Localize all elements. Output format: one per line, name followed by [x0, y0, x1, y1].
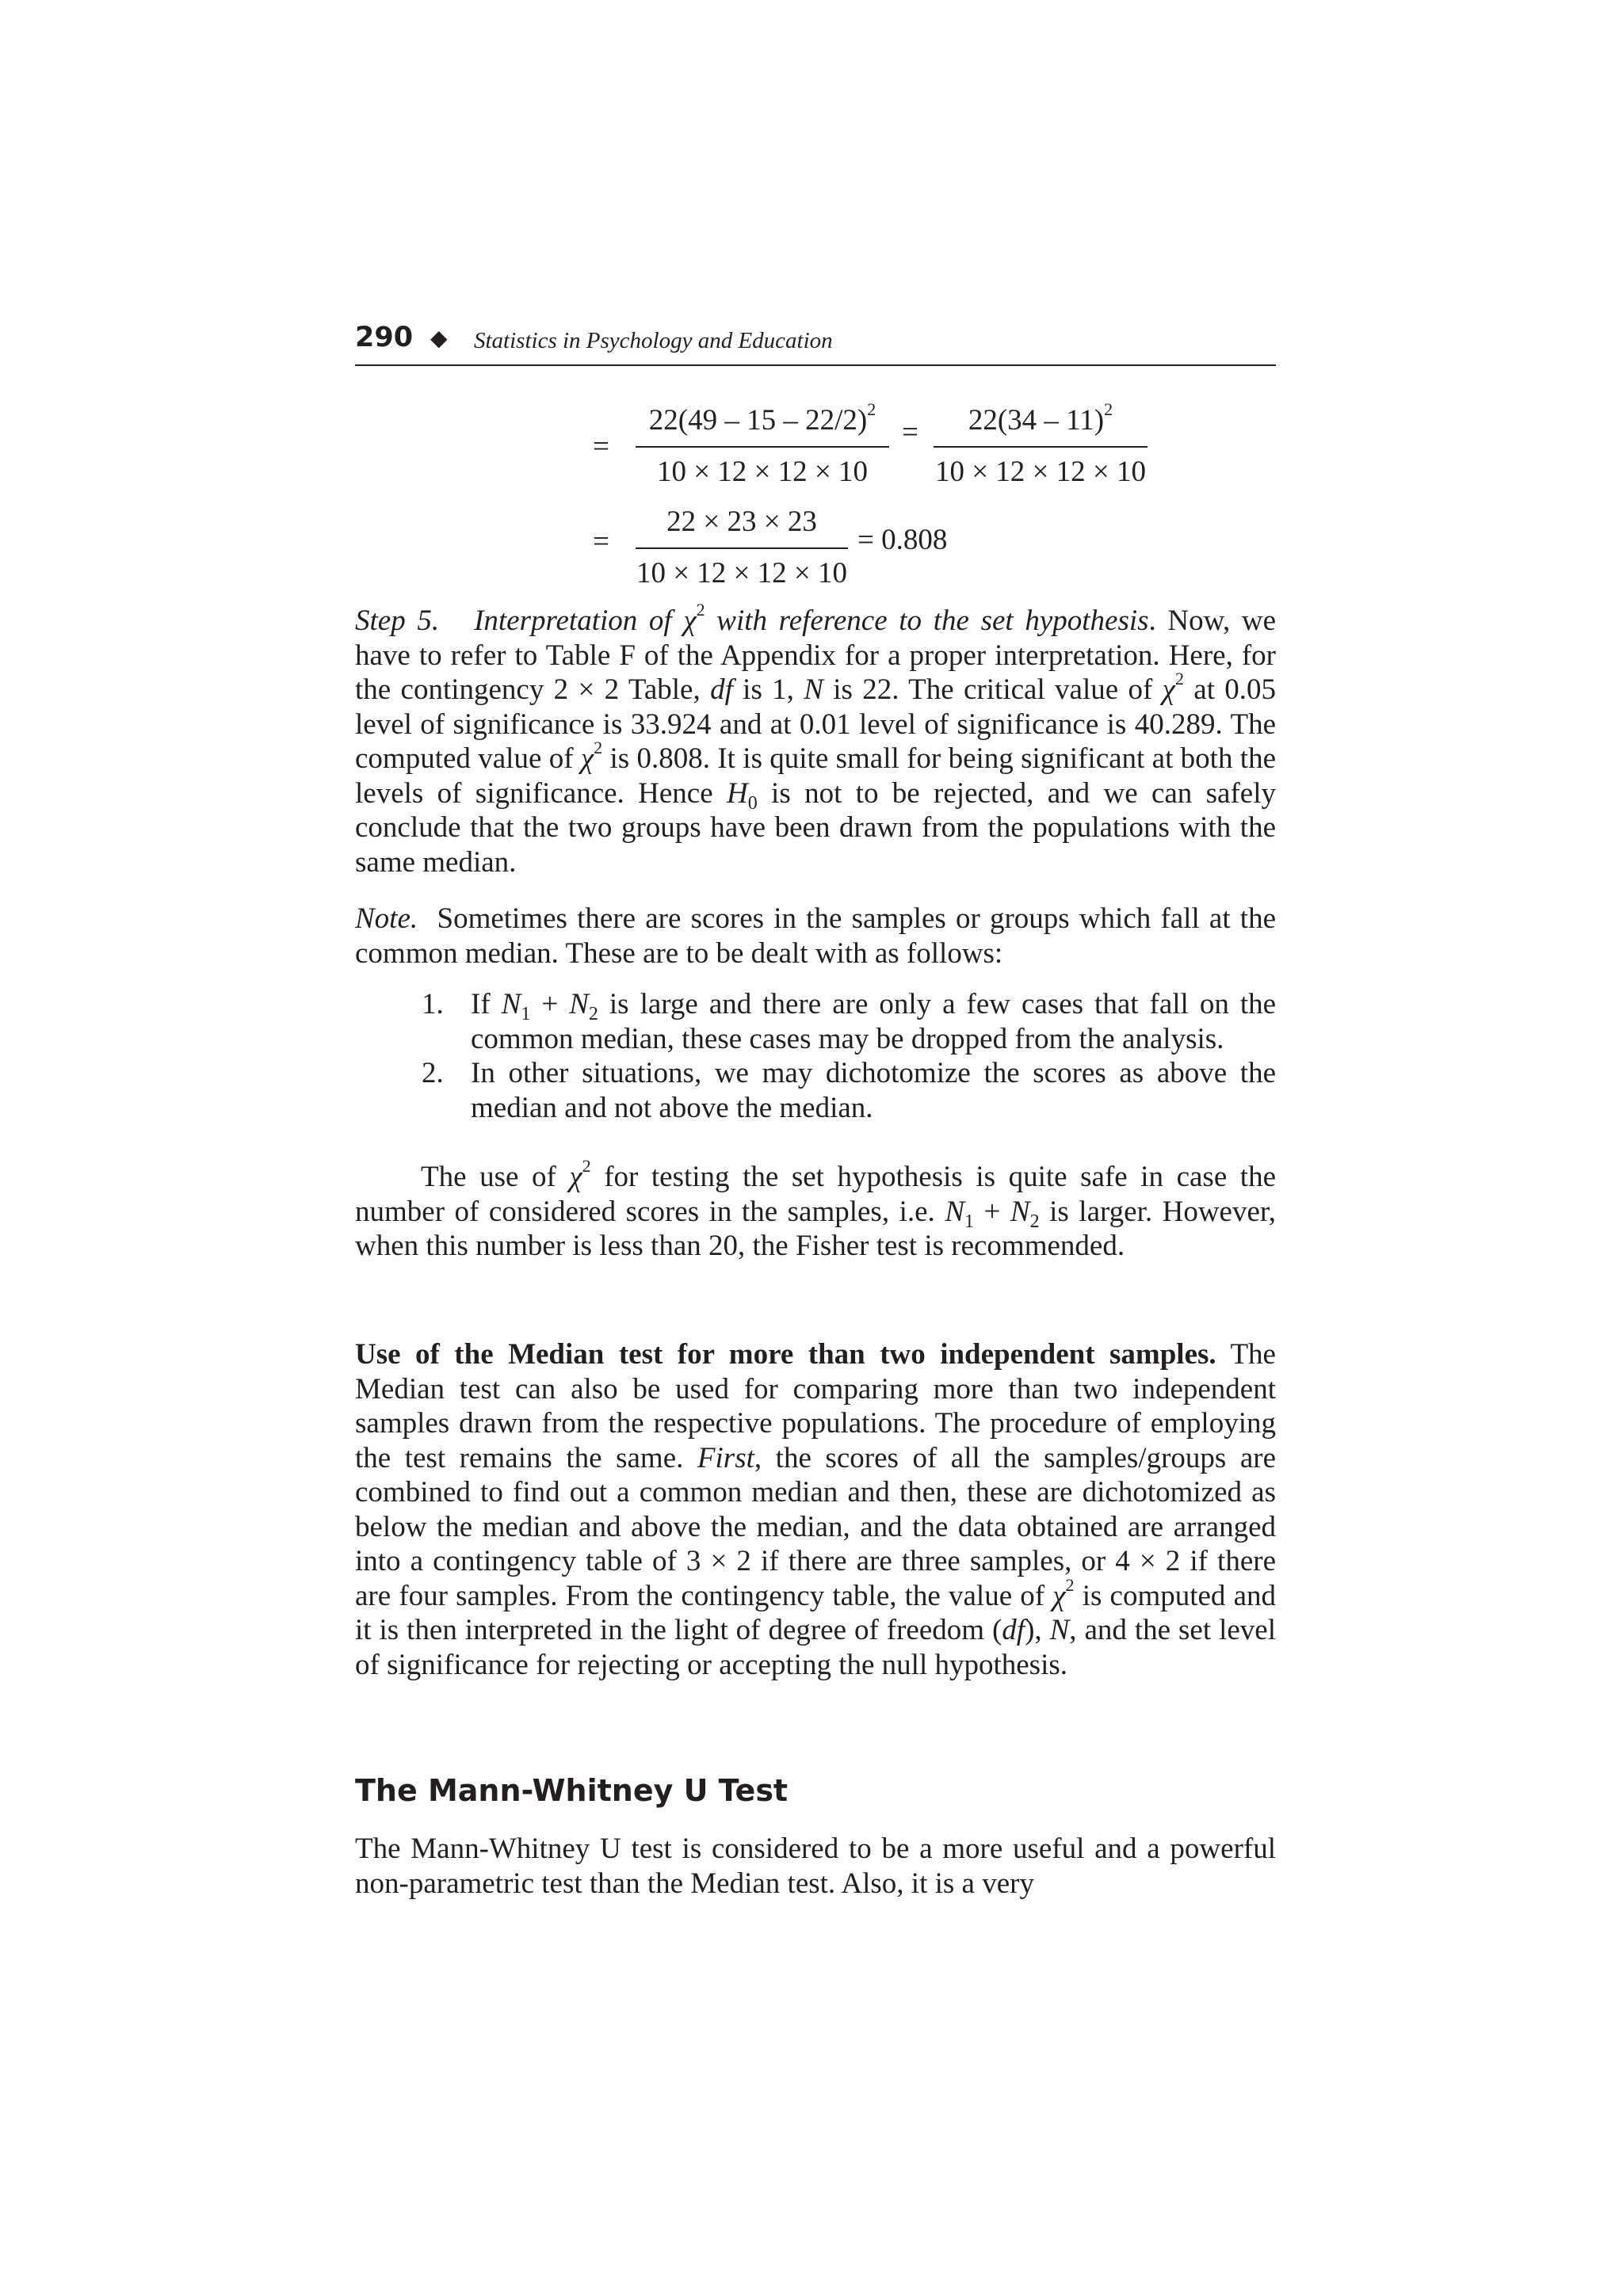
equals-sign: =	[593, 430, 609, 463]
note-list	[355, 987, 1276, 1125]
note-label: Note.	[355, 902, 418, 935]
fraction-numerator: 22 × 23 × 23	[636, 507, 848, 549]
equation-result: = 0.808	[857, 524, 948, 556]
page-number: 290	[355, 322, 414, 353]
section-heading: The Mann-Whitney U Test	[355, 1773, 789, 1808]
median-test-paragraph: Use of the Median test for more than two independent samples. The Median test can also be used for comparing more than two independent samples drawn from the respective populations. The procedure of employing the test remains the same. First, the scores of all the samples/groups are combined to find out a common median and then, these are dichotomized as below the median and above the median, and the data obtained are arranged into a contingency table of 3 × 2 if there are three samples, or 4 × 2 if there are four samples. From the contingency table, the value of $\chi^2$ is computed and it is then interpreted in the light of degree of freedom (df), N, and the set level of significance for rejecting or accepting the null hypothesis.	[355, 1338, 1277, 1681]
fraction-1	[636, 399, 889, 488]
fraction-3	[636, 507, 848, 588]
diamond-icon: ◆	[430, 326, 448, 351]
equals-sign: =	[593, 525, 609, 558]
fraction-denominator: 10 × 12 × 12 × 10	[636, 557, 848, 589]
paragraph-heading: Use of the Median test for more than two independent samples.	[355, 1338, 1216, 1371]
fraction-numerator: 22(34 – 11)$^2$	[934, 406, 1148, 448]
step5-paragraph: Step 5. Interpretation of $\chi^2$ with reference to the set hypothesis. Now, we have to refer to Table F of the Appendix for a proper interpretation. Here, for the contingency 2 × 2 Table, df is 1, N is 22. The critical value of $\chi^2$ at 0.05 level of significance is 33.924 and at 0.01 level of significance is 40.289. The computed value of $\chi^2$ is 0.808. It is quite small for being significant at both the levels of significance. Hence $H_0$ is not to be rejected, and we can safely conclude that the two groups have been drawn from the populations with the same median.	[355, 600, 1277, 879]
note-paragraph	[355, 902, 1276, 971]
chi-square-use-paragraph: The use of $\chi^2$ for testing the set hypothesis is quite safe in case the number of considered scores in the samples, i.e. $N_1 + N_2$ is larger. However, when this number is less than 20, the Fisher test is recommended.	[355, 1156, 1277, 1262]
note-text: Sometimes there are scores in the samples or groups which fall at the common median. These are to be dealt with as follows:	[355, 902, 1277, 970]
fraction-numerator: 22(49 – 15 – 22/2)$^2$	[636, 406, 889, 448]
fraction-denominator: 10 × 12 × 12 × 10	[934, 456, 1147, 488]
list-item: 1. If $N_1 + N_2$ is large and there are only a few cases that fall on the common median, these cases may be dropped from the analysis.	[422, 988, 1277, 1055]
running-title: Statistics in Psychology and Education	[474, 328, 833, 353]
fraction-2	[934, 399, 1148, 488]
mann-whitney-paragraph: The Mann-Whitney U test is considered to be a more useful and a powerful non-parametric test than the Median test. Also, it is a very	[355, 1833, 1276, 1900]
running-header	[355, 317, 1276, 366]
list-item: 2. In other situations, we may dichotomize the scores as above the median and not above the median.	[422, 1057, 1276, 1124]
equals-sign: =	[902, 416, 918, 448]
fraction-denominator: 10 × 12 × 12 × 10	[656, 456, 869, 488]
